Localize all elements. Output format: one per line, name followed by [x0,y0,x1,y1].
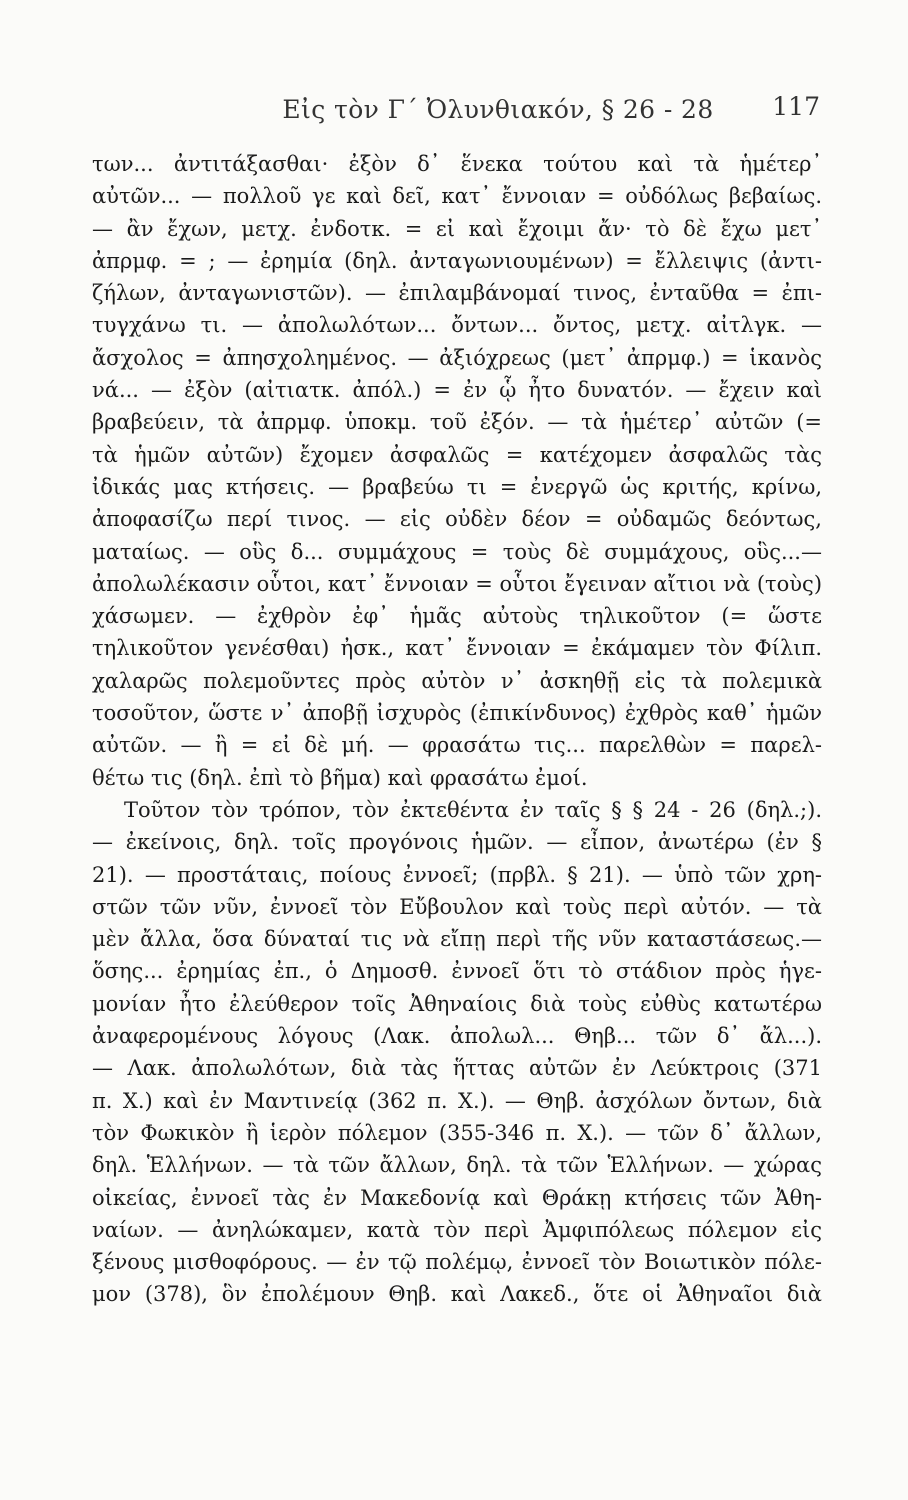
text-line: ξένους μισθοφόρους. — ἐν τῷ πολέμῳ, ἐννοεῖ τὸν Βοιωτικὸν πόλε- [92,1250,822,1275]
running-title: Εἰς τὸν Γ΄ Ὀλυνθιακόν, § 26 - 28 [282,95,714,124]
text-line: βραβεύειν, τὰ ἀπρμφ. ὑποκμ. τοῦ ἐξόν. — τὰ ἡμέτερ᾽ αὐτῶν (= [92,410,822,435]
text-line: ἀπρμφ. = ; — ἐρημία (δηλ. ἀνταγωνιουμένων) = ἔλλειψις (ἀντι- [92,248,822,273]
text-line: μον (378), ὃν ἐπολέμουν Θηβ. καὶ Λακεδ., ὅτε οἱ Ἀθηναῖοι διὰ [92,1282,822,1307]
text-line: ἰδικάς μας κτήσεις. — βραβεύω τι = ἐνεργῶ ὡς κριτής, κρίνω, [92,474,822,499]
text-line: ἄσχολος = ἀπησχολημένος. — ἀξιόχρεως (μετ᾽ ἀπρμφ.) = ἱκανὸς [92,345,822,370]
text-line: 21). — προστάταις, ποίους ἐννοεῖ; (πρβλ. § 21). — ὑπὸ τῶν χρη- [92,862,822,887]
text-line: δηλ. Ἑλλήνων. — τὰ τῶν ἄλλων, δηλ. τὰ τῶν Ἑλλήνων. — χώρας [92,1153,822,1178]
text-line: ἀναφερομένους λόγους (Λακ. ἀπολωλ... Θηβ... τῶν δ᾽ ἄλ...). [92,1024,822,1049]
text-line: ναίων. — ἀνηλώκαμεν, κατὰ τὸν περὶ Ἀμφιπόλεως πόλεμον εἰς [92,1217,822,1242]
text-line: νά... — ἐξὸν (αἰτιατκ. ἀπόλ.) = ἐν ᾧ ἦτο δυνατόν. — ἔχειν καὶ [92,378,822,403]
text-line: τὸν Φωκικὸν ἢ ἱερὸν πόλεμον (355-346 π. Χ.). — τῶν δ᾽ ἄλλων, [92,1120,822,1145]
text-line: — ἂν ἔχων, μετχ. ἐνδοτκ. = εἰ καὶ ἔχοιμι ἄν· τὸ δὲ ἔχω μετ᾽ [92,216,822,241]
text-line: μὲν ἄλλα, ὅσα δύναταί τις νὰ εἴπῃ περὶ τῆς νῦν καταστάσεως.— [92,927,822,952]
text-line: ἀποφασίζω περί τινος. — εἰς οὐδὲν δέον = οὐδαμῶς δεόντως, [92,507,822,532]
text-line: θέτω τις (δηλ. ἐπὶ τὸ βῆμα) καὶ φρασάτω ἐμοί. [92,765,588,790]
page-number: 117 [772,92,820,121]
paragraph-start-line: Τοῦτον τὸν τρόπον, τὸν ἐκτεθέντα ἐν ταῖς § § 24 - 26 (δηλ.;). [124,797,822,822]
text-line: ἀπολωλέκασιν οὗτοι, κατ᾽ ἔννοιαν = οὗτοι ἔγειναν αἴτιοι νὰ (τοὺς) [92,571,822,596]
text-line: στῶν τῶν νῦν, ἐννοεῖ τὸν Εὔβουλον καὶ τοὺς περὶ αὐτόν. — τὰ [92,894,822,919]
text-line: — Λακ. ἀπολωλότων, διὰ τὰς ἥττας αὐτῶν ἐν Λεύκτροις (371 [92,1056,822,1081]
text-line: οἰκείας, ἐννοεῖ τὰς ἐν Μακεδονίᾳ καὶ Θράκῃ κτήσεις τῶν Ἀθη- [92,1185,822,1210]
text-line: τοσοῦτον, ὥστε ν᾽ ἀποβῇ ἰσχυρὸς (ἐπικίνδυνος) ἐχθρὸς καθ᾽ ἡμῶν [92,701,822,726]
commentary-text [92,148,822,1311]
text-line: ματαίως. — οὓς δ... συμμάχους = τοὺς δὲ συμμάχους, οὓς...— [92,539,822,564]
text-line: αὐτῶν... — πολλοῦ γε καὶ δεῖ, κατ᾽ ἔννοιαν = οὐδόλως βεβαίως. [92,184,822,209]
text-line: ὅσης... ἐρημίας ἐπ., ὁ Δημοσθ. ἐννοεῖ ὅτι τὸ στάδιον πρὸς ἡγε- [92,959,822,984]
text-line: χάσωμεν. — ἐχθρὸν ἐφ᾽ ἡμᾶς αὐτοὺς τηλικοῦτον (= ὥστε [92,604,822,629]
text-line: των... ἀντιτάξασθαι· ἐξὸν δ᾽ ἕνεκα τούτου καὶ τὰ ἡμέτερ᾽ [92,152,822,176]
text-line: μονίαν ἦτο ἐλεύθερον τοῖς Ἀθηναίοις διὰ τοὺς εὐθὺς κατωτέρω [92,991,822,1016]
text-line: τυγχάνω τι. — ἀπολωλότων... ὄντων... ὄντος, μετχ. αἰτλγκ. — [92,313,822,338]
text-line: χαλαρῶς πολεμοῦντες πρὸς αὐτὸν ν᾽ ἀσκηθῇ εἰς τὰ πολεμικὰ [92,668,822,693]
text-line: — ἐκείνοις, δηλ. τοῖς προγόνοις ἡμῶν. — εἶπον, ἀνωτέρω (ἐν § [92,830,822,855]
text-line: αὐτῶν. — ἢ = εἰ δὲ μή. — φρασάτω τις... παρελθὼν = παρελ- [92,733,822,758]
text-line: π. Χ.) καὶ ἐν Μαντινείᾳ (362 π. Χ.). — Θηβ. ἀσχόλων ὄντων, διὰ [92,1088,822,1113]
text-line: τὰ ἡμῶν αὐτῶν) ἔχομεν ἀσφαλῶς = κατέχομεν ἀσφαλῶς τὰς [92,442,822,467]
text-line: τηλικοῦτον γενέσθαι) ἠσκ., κατ᾽ ἔννοιαν = ἐκάμαμεν τὸν Φίλιπ. [92,636,822,661]
text-line: ζήλων, ἀνταγωνιστῶν). — ἐπιλαμβάνομαί τινος, ἐνταῦθα = ἐπι- [92,281,822,306]
